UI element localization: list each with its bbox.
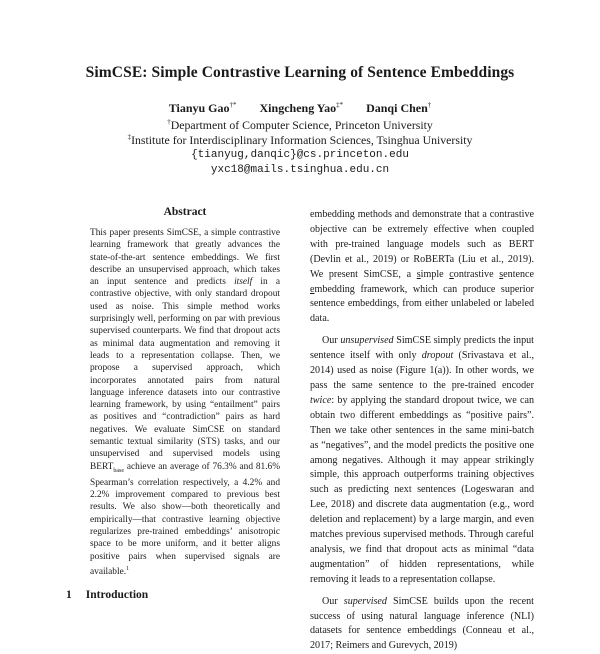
intro-emphasis: dropout — [421, 350, 454, 362]
intro-text: imple — [420, 268, 450, 280]
affiliation-text: Institute for Interdisciplinary Information Sciences, Tsinghua University — [131, 133, 473, 147]
email-2[interactable]: yxc18@mails.tsinghua.edu.cn — [210, 164, 390, 176]
abstract-emphasis: itself — [234, 277, 253, 288]
author-name: Xingcheng Yao — [259, 101, 337, 115]
intro-text: (Srivastava et al., 2014) used as noise (Figure 1(a)). In other words, we pass the same sentence to the pre-trained encoder — [310, 350, 535, 391]
acronym-letter: c — [449, 268, 454, 280]
abstract-subscript: base — [113, 467, 124, 474]
section-number: 1 — [66, 589, 72, 601]
abstract-text: achieve an average of 76.3% and 81.6% Spearman’s correlation respectively, a 4.2% and 2.2% improvement compared to previous best results. We also show—both theoretically and empirically—that contrastive learning objective regularizes pre-trained embeddings’ anisotropic space to be more uniform, and it better aligns positive pairs when supervised signals are available. — [90, 461, 280, 577]
intro-text: SimCSE builds upon the recent success of using natural language inference (NLI) datasets for sentence embeddings (Conneau et al., 2017; Reimers and Gurevych, 2019) — [310, 595, 534, 652]
intro-text: ontrastive — [453, 268, 500, 280]
author-1 — [169, 101, 237, 115]
author-mark: †* — [229, 101, 237, 109]
author-mark: † — [427, 101, 432, 109]
author-name: Tianyu Gao — [168, 101, 230, 115]
intro-paragraph-1 — [310, 208, 534, 327]
section-title: Introduction — [85, 589, 149, 601]
intro-paragraph-3 — [310, 595, 534, 654]
abstract-text: in a contrastive objective, with only standard dropout used as noise. This simple method works surprisingly well, performing on par with previous supervised counterparts. We find that dropout acts as minimal data augmentation and removing it leads to a representation collapse. Then, we propose a supervised approach, which incorporates annotated pairs from natural language inference datasets into our contrastive learning framework, by using “entailment” pairs as positives and “contradiction” pairs as hard negatives. We evaluate SimCSE on standard semantic textual similarity (STS) tasks, and our unsupervised and supervised models using BERT — [90, 277, 280, 472]
intro-paragraph-2 — [310, 334, 534, 587]
email-1[interactable]: {tianyug,danqic}@cs.princeton.edu — [191, 149, 409, 161]
affiliation-1 — [0, 118, 600, 133]
author-2 — [260, 101, 344, 115]
intro-text: Our — [322, 335, 341, 347]
abstract-heading: Abstract — [163, 206, 207, 218]
paper-title: SimCSE: Simple Contrastive Learning of Sentence Embeddings — [85, 64, 515, 81]
intro-emphasis: unsupervised — [340, 335, 394, 347]
acronym-letter: e — [310, 283, 315, 295]
intro-text: : by applying the standard dropout twice, we can obtain two different embeddings as “positive pairs”. Then we take other sentences in the same mini-batch as “negatives”, and the model predicts the positive one among negatives. Although it may appear strikingly simple, this approach outperforms training objectives such as predicting next sentences (Logeswaran and Lee, 2018) and discrete data augmentation (e.g., word deletion and replacement) by a large margin, and even matches previous supervised methods. Through careful analysis, we find that dropout acts as minimal “data augmentation” of hidden representations, while removing it leads to a representation collapse. — [310, 394, 534, 585]
acronym-letter: s — [499, 268, 504, 280]
intro-text: SimCSE simply predicts the input sentence itself with only — [310, 335, 534, 362]
intro-text: mbedding framework, which can produce superior sentence embeddings, from either unlabeled or labeled data. — [310, 283, 534, 325]
affiliation-mark: ‡ — [127, 133, 132, 142]
introduction-body — [310, 208, 534, 654]
author-name: Danqi Chen — [366, 101, 428, 115]
author-3 — [366, 101, 431, 115]
abstract-text: This paper presents SimCSE, a simple contrastive learning framework that greatly advances the state-of-the-art sentence embeddings. We first describe an unsupervised approach, which takes an input sentence and predicts — [90, 228, 280, 288]
abstract-body — [90, 227, 280, 578]
acronym-letter: s — [416, 268, 421, 280]
intro-emphasis: supervised — [343, 595, 387, 607]
section-heading-introduction — [66, 589, 148, 601]
intro-text: embedding methods and demonstrate that a contrastive objective can be extremely effective when coupled with pre-trained language models such as BERT (Devlin et al., 2019) or RoBERTa (Liu et al., 2019). We present SimCSE, a — [310, 209, 534, 280]
affiliation-2 — [0, 133, 600, 148]
intro-text: Our — [322, 595, 344, 607]
intro-text: entence — [503, 268, 534, 280]
author-list — [0, 101, 600, 116]
intro-emphasis: twice — [310, 394, 332, 406]
author-mark: ‡* — [336, 101, 344, 109]
footnote-mark[interactable]: 1 — [126, 565, 130, 572]
affiliation-text: Department of Computer Science, Princeton University — [170, 118, 433, 132]
affiliation-mark: † — [167, 118, 171, 127]
